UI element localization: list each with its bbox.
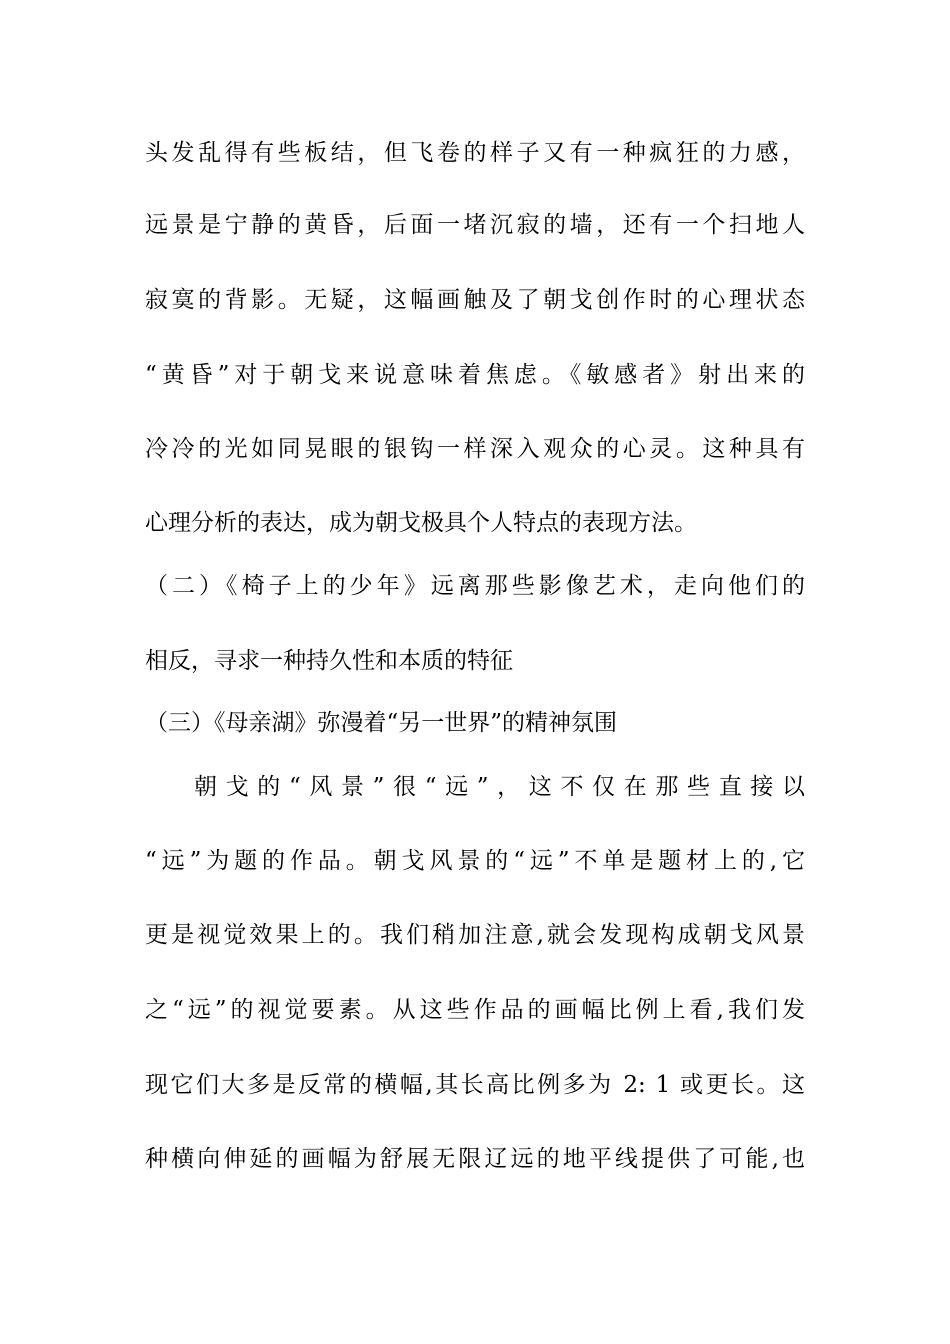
paragraph-line: “远”为题的作品。朝戈风景的“远”不单是题材上的,它: [145, 848, 805, 874]
paragraph-line: 远景是宁静的黄昏，后面一堵沉寂的墙，还有一个扫地人: [145, 212, 805, 238]
paragraph-line: 更是视觉效果上的。我们稍加注意,就会发现构成朝戈风景: [145, 922, 805, 948]
section-heading-line: （三）《母亲湖》弥漫着“另一世界”的精神氛围: [145, 710, 618, 736]
paragraph-line: 之“远”的视觉要素。从这些作品的画幅比例上看,我们发: [145, 997, 805, 1023]
paragraph-line: 现它们大多是反常的横幅,其长高比例多为 2: 1 或更长。这: [145, 1072, 805, 1098]
paragraph-first-line: 朝戈的“风景”很“远”，这不仅在那些直接以: [194, 774, 805, 800]
paragraph-line: 冷冷的光如同晃眼的银钩一样深入观众的心灵。这种具有: [145, 436, 805, 462]
paragraph-line: 寂寞的背影。无疑，这幅画触及了朝戈创作时的心理状态: [145, 287, 805, 313]
paragraph-line: “黄昏”对于朝戈来说意味着焦虑。《敏感者》射出来的: [145, 362, 805, 388]
section-heading-line: 相反，寻求一种持久性和本质的特征: [145, 648, 513, 674]
section-heading-line: （二）《椅子上的少年》远离那些影像艺术，走向他们的: [145, 573, 805, 599]
paragraph-line: 种横向伸延的画幅为舒展无限辽远的地平线提供了可能,也: [145, 1146, 805, 1172]
paragraph-line: 心理分析的表达，成为朝戈极具个人特点的表现方法。: [145, 510, 697, 536]
paragraph-line: 头发乱得有些板结，但飞卷的样子又有一种疯狂的力感，: [145, 140, 805, 166]
